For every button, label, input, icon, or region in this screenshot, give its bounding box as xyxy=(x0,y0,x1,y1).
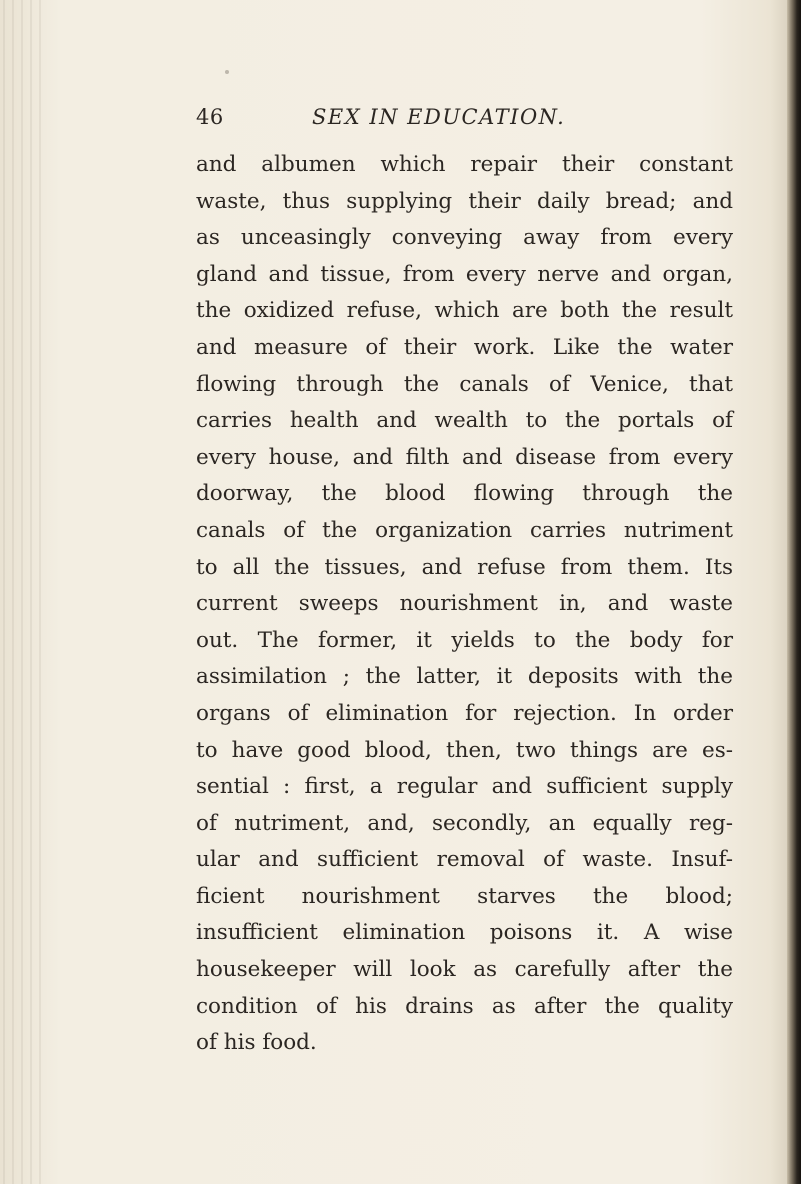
text-line: canals of the organization carries nutriment xyxy=(196,517,733,543)
text-line: insufficient elimination poisons it. A wise xyxy=(196,920,733,946)
text-line: carries health and wealth to the portals of xyxy=(196,408,733,434)
binding-gutter-left xyxy=(0,0,44,1184)
text-line: as unceasingly conveying away from every xyxy=(196,225,733,251)
text-line: ular and sufficient removal of waste. Insuf- xyxy=(196,847,733,873)
text-line: ficient nourishment starves the blood; xyxy=(196,883,733,909)
text-line: to have good blood, then, two things are es- xyxy=(196,737,733,763)
ink-speck xyxy=(225,70,229,74)
text-line: flowing through the canals of Venice, that xyxy=(196,371,733,397)
body-paragraph xyxy=(196,147,756,1062)
running-head: SEX IN EDUCATION. xyxy=(312,105,566,129)
text-line: out. The former, it yields to the body for xyxy=(196,627,733,653)
text-line-last: of his food. xyxy=(196,1030,317,1056)
text-line: of nutriment, and, secondly, an equally reg- xyxy=(196,810,733,836)
text-line: organs of elimination for rejection. In order xyxy=(196,700,733,726)
text-line: housekeeper will look as carefully after the xyxy=(196,957,733,983)
text-line: and measure of their work. Like the water xyxy=(196,334,733,360)
text-line: waste, thus supplying their daily bread; and xyxy=(196,188,733,214)
text-line: gland and tissue, from every nerve and organ, xyxy=(196,261,733,287)
text-line: assimilation ; the latter, it deposits with the xyxy=(196,664,733,690)
text-line: every house, and filth and disease from every xyxy=(196,444,733,470)
text-line: doorway, the blood flowing through the xyxy=(196,481,733,507)
text-line: the oxidized refuse, which are both the result xyxy=(196,298,733,324)
text-line: condition of his drains as after the quality xyxy=(196,993,733,1019)
text-line: and albumen which repair their constant xyxy=(196,152,733,177)
page-header xyxy=(196,105,756,145)
text-line: sential : first, a regular and sufficient supply xyxy=(196,774,733,800)
binding-edge-right xyxy=(787,0,801,1184)
text-line: current sweeps nourishment in, and waste xyxy=(196,591,733,617)
text-line: to all the tissues, and refuse from them. Its xyxy=(196,554,733,580)
page-number: 46 xyxy=(196,105,224,129)
